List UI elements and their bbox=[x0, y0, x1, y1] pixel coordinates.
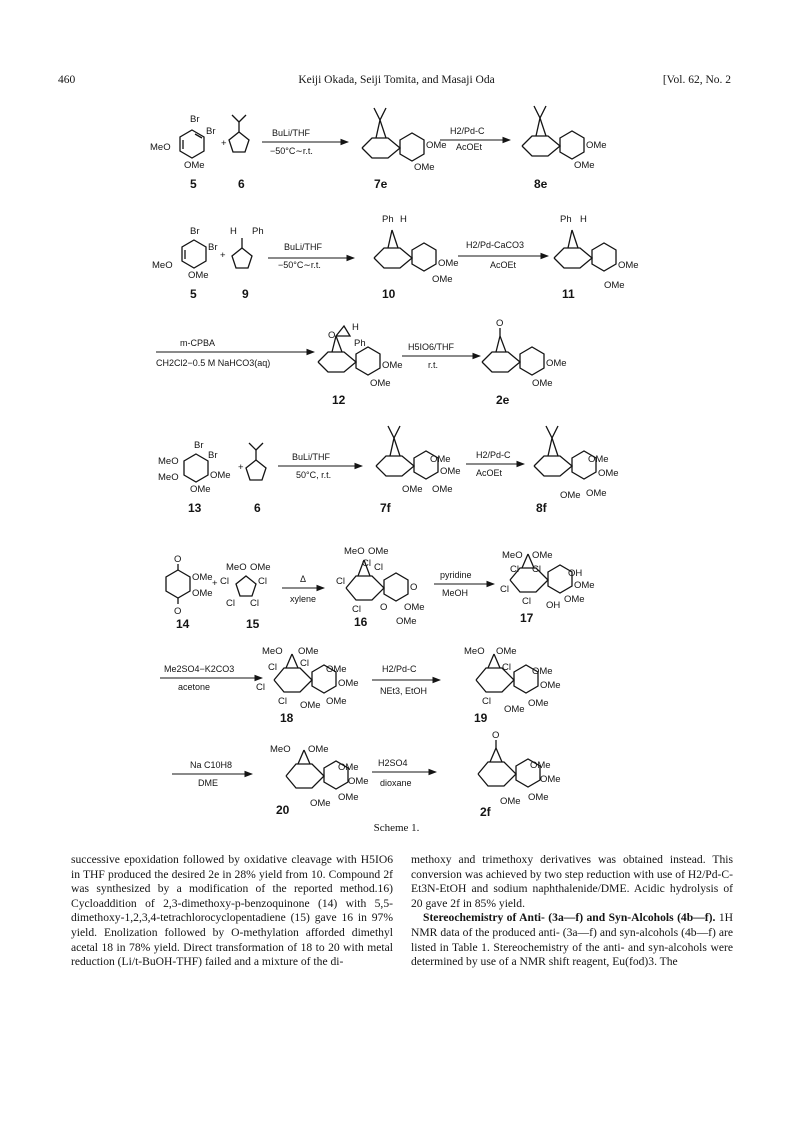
compound-9 bbox=[230, 226, 264, 268]
reagent-6-top: H5IO6/THF bbox=[408, 342, 455, 352]
reagent-5-top: m-CPBA bbox=[180, 338, 216, 348]
compound-number: 18 bbox=[280, 711, 294, 725]
label-o: O bbox=[496, 318, 504, 329]
paragraph bbox=[411, 911, 733, 969]
label-cl: Cl bbox=[256, 682, 265, 693]
label-ome: OMe bbox=[404, 602, 425, 613]
journal-volume: [Vol. 62, No. 2 bbox=[662, 74, 731, 86]
compound-6-row1 bbox=[229, 115, 249, 152]
compound-number: 16 bbox=[354, 615, 368, 629]
label-meo: MeO bbox=[158, 472, 179, 483]
compound-number: 12 bbox=[332, 393, 346, 407]
reagent-7-bottom: 50°C, r.t. bbox=[296, 470, 332, 480]
label-ome: OMe bbox=[298, 646, 319, 657]
reagent-4-bottom: AcOEt bbox=[490, 260, 517, 270]
compound-19 bbox=[464, 646, 561, 715]
compound-number: 5 bbox=[190, 177, 197, 191]
label-ome: OMe bbox=[574, 580, 595, 591]
label-h: H bbox=[400, 214, 407, 225]
label-br: Br bbox=[208, 242, 218, 253]
reagent-12-top: H2/Pd-C bbox=[382, 664, 417, 674]
reagent-5-bottom: CH2Cl2−0.5 M NaHCO3(aq) bbox=[156, 358, 271, 368]
label-br: Br bbox=[208, 450, 218, 461]
label-ome: OMe bbox=[338, 678, 359, 689]
label-ome: OMe bbox=[338, 762, 359, 773]
reagent-4-top: H2/Pd-CaCO3 bbox=[466, 240, 525, 250]
section-heading: Stereochemistry of Anti- (3a—f) and Syn-Alcohols (4b—f). bbox=[423, 911, 716, 925]
reagent-1-bottom: −50°C∼r.t. bbox=[270, 146, 313, 156]
label-ome: OMe bbox=[586, 488, 607, 499]
compound-number: 11 bbox=[562, 287, 575, 301]
compound-18 bbox=[256, 646, 359, 711]
label-ome: OMe bbox=[382, 360, 403, 371]
label-ome: OMe bbox=[338, 792, 359, 803]
compound-number: 8e bbox=[534, 177, 548, 191]
label-ome: OMe bbox=[586, 140, 607, 151]
label-br: Br bbox=[206, 126, 216, 137]
label-cl: Cl bbox=[336, 576, 345, 587]
label-meo: MeO bbox=[158, 456, 179, 467]
plus-sign: + bbox=[238, 462, 244, 473]
label-ome: OMe bbox=[190, 484, 211, 495]
label-cl: Cl bbox=[268, 662, 277, 673]
label-meo: MeO bbox=[262, 646, 283, 657]
label-cl: Cl bbox=[522, 596, 531, 607]
label-ome: OMe bbox=[250, 562, 271, 573]
label-ph: Ph bbox=[252, 226, 264, 237]
right-column bbox=[411, 853, 733, 970]
compound-number: 15 bbox=[246, 617, 260, 631]
reagent-14-top: H2SO4 bbox=[378, 758, 408, 768]
label-cl: Cl bbox=[278, 696, 287, 707]
reagent-3-top: BuLi/THF bbox=[284, 242, 323, 252]
label-ome: OMe bbox=[546, 358, 567, 369]
label-ome: OMe bbox=[370, 378, 391, 389]
label-ome: OMe bbox=[300, 700, 321, 711]
compound-number: 17 bbox=[520, 611, 534, 625]
label-cl: Cl bbox=[500, 584, 509, 595]
page-number: 460 bbox=[58, 74, 76, 86]
label-meo: MeO bbox=[152, 260, 173, 271]
compound-20 bbox=[270, 744, 369, 809]
label-meo: MeO bbox=[344, 546, 365, 557]
label-ome: OMe bbox=[440, 466, 461, 477]
label-meo: MeO bbox=[464, 646, 485, 657]
label-ome: OMe bbox=[326, 696, 347, 707]
label-o: O bbox=[380, 602, 388, 613]
reagent-13-bottom: DME bbox=[198, 778, 218, 788]
reagent-3-bottom: −50°C∼r.t. bbox=[278, 260, 321, 270]
reagent-12-bottom: NEt3, EtOH bbox=[380, 686, 428, 696]
label-ome: OMe bbox=[402, 484, 423, 495]
label-meo: MeO bbox=[226, 562, 247, 573]
label-ome: OMe bbox=[528, 792, 549, 803]
left-column bbox=[71, 853, 393, 970]
label-br: Br bbox=[190, 226, 200, 237]
label-ome: OMe bbox=[604, 280, 625, 291]
label-cl: Cl bbox=[502, 662, 511, 673]
label-ome: OMe bbox=[530, 760, 551, 771]
compound-number: 7e bbox=[374, 177, 388, 191]
label-ph: Ph bbox=[354, 338, 366, 349]
compound-8f bbox=[534, 426, 619, 501]
label-cl: Cl bbox=[482, 696, 491, 707]
paragraph: methoxy and trimethoxy derivatives was obtained instead. This conversion was achieved by two step reduction with use of H2/Pd-C-Et3N-EtOH and sodium naphthalenide/DME. Acidic hydrolysis of 20 gave 2f in 85% yield. bbox=[411, 853, 733, 910]
label-ome: OMe bbox=[500, 796, 521, 807]
running-authors: Keiji Okada, Seiji Tomita, and Masaji Oda bbox=[298, 74, 495, 86]
compound-13 bbox=[158, 440, 231, 495]
label-cl: Cl bbox=[510, 564, 519, 575]
label-ome: OMe bbox=[618, 260, 639, 271]
label-cl: Cl bbox=[532, 564, 541, 575]
compound-6-row4 bbox=[246, 443, 266, 480]
label-oh: OH bbox=[546, 600, 561, 611]
compound-16 bbox=[336, 546, 425, 627]
label-ome: OMe bbox=[192, 572, 213, 583]
label-cl: Cl bbox=[258, 576, 267, 587]
label-cl: Cl bbox=[226, 598, 235, 609]
label-h: H bbox=[352, 322, 359, 333]
reagent-2-bottom: AcOEt bbox=[456, 142, 483, 152]
page-header bbox=[0, 74, 793, 90]
reagent-13-top: Na C10H8 bbox=[190, 760, 233, 770]
paragraph-text: 1H NMR data of the produced anti- (3a—f) and syn-alcohols (4b—f) are listed in Table 1. Stereochemistry of the anti- and syn-alcohols were determined by use of a NMR shift reagent, Eu(fod)3. The bbox=[411, 911, 733, 969]
label-ome: OMe bbox=[308, 744, 329, 755]
label-o: O bbox=[492, 730, 500, 741]
label-cl: Cl bbox=[220, 576, 229, 587]
compound-number: 20 bbox=[276, 803, 290, 817]
label-o: O bbox=[328, 330, 336, 341]
label-ome: OMe bbox=[574, 160, 595, 171]
reagent-8-bottom: AcOEt bbox=[476, 468, 503, 478]
scheme-caption: Scheme 1. bbox=[373, 822, 420, 834]
label-ome: OMe bbox=[532, 378, 553, 389]
label-ome: OMe bbox=[532, 550, 553, 561]
label-cl: Cl bbox=[352, 604, 361, 615]
label-ome: OMe bbox=[504, 704, 525, 715]
label-meo: MeO bbox=[150, 142, 171, 153]
label-ome: OMe bbox=[564, 594, 585, 605]
compound-14 bbox=[166, 554, 213, 617]
reagent-7-top: BuLi/THF bbox=[292, 452, 331, 462]
label-ome: OMe bbox=[540, 680, 561, 691]
compound-number: 10 bbox=[382, 287, 396, 301]
compound-number: 7f bbox=[380, 501, 391, 515]
plus-sign: + bbox=[221, 138, 227, 149]
label-ome: OMe bbox=[430, 454, 451, 465]
compound-5-row1 bbox=[150, 114, 216, 171]
compound-number: 8f bbox=[536, 501, 547, 515]
reagent-2-top: H2/Pd-C bbox=[450, 126, 485, 136]
reagent-10-bottom: MeOH bbox=[442, 588, 469, 598]
reagent-9-top: Δ bbox=[300, 574, 307, 584]
compound-number: 14 bbox=[176, 617, 190, 631]
label-ome: OMe bbox=[210, 470, 231, 481]
reagent-11-top: Me2SO4−K2CO3 bbox=[164, 664, 235, 674]
label-ome: OMe bbox=[188, 270, 209, 281]
compound-12 bbox=[318, 322, 403, 389]
label-ome: OMe bbox=[184, 160, 205, 171]
compound-7e bbox=[362, 108, 447, 173]
reagent-11-bottom: acetone bbox=[178, 682, 211, 692]
label-ph: Ph bbox=[560, 214, 572, 225]
compound-10 bbox=[374, 214, 459, 285]
label-ome: OMe bbox=[326, 664, 347, 675]
label-ome: OMe bbox=[414, 162, 435, 173]
label-cl: Cl bbox=[250, 598, 259, 609]
label-ome: OMe bbox=[532, 666, 553, 677]
reagent-9-bottom: xylene bbox=[290, 594, 317, 604]
label-ome: OMe bbox=[598, 468, 619, 479]
label-cl: Cl bbox=[300, 658, 309, 669]
label-o: O bbox=[174, 554, 182, 565]
plus-sign: + bbox=[220, 250, 226, 261]
label-ome: OMe bbox=[528, 698, 549, 709]
label-ome: OMe bbox=[432, 274, 453, 285]
plus-sign: + bbox=[212, 578, 218, 589]
label-meo: MeO bbox=[270, 744, 291, 755]
paragraph: successive epoxidation followed by oxidative cleavage with H5IO6 in THF produced the desired 2e in 28% yield from 10. Compound 2f was synthesized by a modification of the reported method.16) Cycloaddition of 2,3-dimethoxy-p-benzoquinone (14) with 5,5-dimethoxy-1,2,3,4-tetrachlorocyclopentadiene (15) gave 16 in 97% yield. Enolization followed by O-methylation afforded dimethyl acetal 18 in 78% yield. Direct transformation of 18 to 20 with metal reduction (Li/t-BuOH-THF) failed and a mixture of the di- bbox=[71, 853, 393, 969]
compound-number: 6 bbox=[254, 501, 261, 515]
label-ome: OMe bbox=[310, 798, 331, 809]
reagent-8-top: H2/Pd-C bbox=[476, 450, 511, 460]
label-br: Br bbox=[190, 114, 200, 125]
compound-number: 9 bbox=[242, 287, 249, 301]
compound-number: 6 bbox=[238, 177, 245, 191]
label-ome: OMe bbox=[192, 588, 213, 599]
compound-number: 19 bbox=[474, 711, 488, 725]
label-cl: Cl bbox=[374, 562, 383, 573]
label-ome: OMe bbox=[368, 546, 389, 557]
label-ome: OMe bbox=[396, 616, 417, 627]
label-o: O bbox=[174, 606, 182, 617]
label-ome: OMe bbox=[426, 140, 447, 151]
reagent-6-bottom: r.t. bbox=[428, 360, 439, 370]
label-br: Br bbox=[194, 440, 204, 451]
compound-8e bbox=[522, 106, 607, 171]
compound-number: 2f bbox=[480, 805, 491, 819]
label-oh: OH bbox=[568, 568, 583, 579]
label-ph: Ph bbox=[382, 214, 394, 225]
compound-11 bbox=[554, 214, 639, 291]
reaction-scheme bbox=[150, 100, 650, 820]
compound-5-row2 bbox=[152, 226, 218, 281]
label-ome: OMe bbox=[496, 646, 517, 657]
label-ome: OMe bbox=[588, 454, 609, 465]
compound-number: 13 bbox=[188, 501, 202, 515]
label-ome: OMe bbox=[432, 484, 453, 495]
label-h: H bbox=[580, 214, 587, 225]
compound-15 bbox=[220, 562, 271, 609]
reagent-14-bottom: dioxane bbox=[380, 778, 412, 788]
compound-17 bbox=[500, 550, 595, 611]
label-ome: OMe bbox=[348, 776, 369, 787]
label-o: O bbox=[410, 582, 418, 593]
label-meo: MeO bbox=[502, 550, 523, 561]
reagent-10-top: pyridine bbox=[440, 570, 472, 580]
label-h: H bbox=[230, 226, 237, 237]
compound-2f bbox=[478, 730, 561, 807]
reagent-1-top: BuLi/THF bbox=[272, 128, 311, 138]
compound-number: 2e bbox=[496, 393, 510, 407]
label-cl: Cl bbox=[362, 558, 371, 569]
label-ome: OMe bbox=[540, 774, 561, 785]
compound-number: 5 bbox=[190, 287, 197, 301]
compound-2e bbox=[482, 318, 567, 389]
compound-7f bbox=[376, 426, 461, 495]
label-ome: OMe bbox=[560, 490, 581, 501]
label-ome: OMe bbox=[438, 258, 459, 269]
